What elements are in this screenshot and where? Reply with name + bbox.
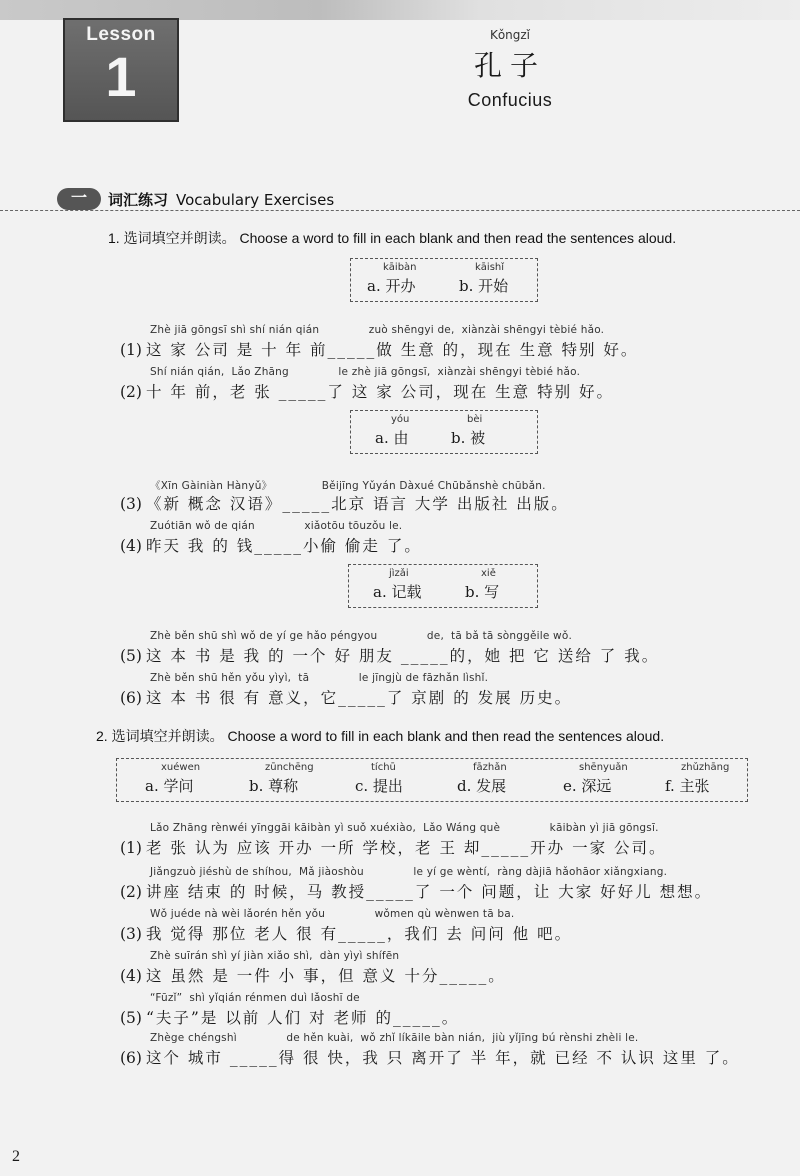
sentence-number: (6) (120, 1049, 142, 1067)
sentence-item (120, 366, 614, 402)
choice-pinyin: shēnyuǎn (579, 762, 628, 773)
sentence-text (120, 922, 572, 944)
lesson-number: 1 (105, 45, 137, 108)
sentence-pinyin: Wǒ juéde nà wèi lǎorén hěn yǒu wǒmen qù wènwen tā ba. (150, 908, 515, 920)
word-choice (249, 762, 314, 796)
sentence-text (120, 686, 572, 708)
sentence-pinyin: Lǎo Zhāng rènwéi yīnggāi kāibàn yì suǒ xuéxiào, Lǎo Wáng què kāibàn yì jiā gōngsī. (150, 822, 659, 834)
section-number-badge: 一 (57, 188, 101, 210)
sentence-number: (4) (120, 967, 142, 985)
exercise-1-instruction-english: Choose a word to fill in each blank and then read the sentences aloud. (239, 230, 677, 246)
sentence-number: (5) (120, 647, 142, 665)
sentence-chinese: 老 张 认为 应该 开办 一所 学校，老 王 却_____开办 一家 公司。 (145, 839, 667, 857)
choice-label: a. 由 (375, 429, 409, 447)
page-number: 2 (12, 1148, 20, 1165)
choice-pinyin: bèi (467, 414, 483, 425)
word-choice (457, 762, 507, 796)
section-title-chinese: 词汇练习 (108, 191, 169, 209)
sentence-text (120, 836, 667, 858)
title-english: Confucius (467, 90, 553, 110)
sentence-pinyin: Zhè suīrán shì yí jiàn xiǎo shì, dàn yìyì shífēn (150, 950, 400, 962)
exercise-2-instruction-chinese: 选词填空并朗读。 (111, 729, 224, 745)
sentence-number: (2) (120, 883, 142, 901)
sentence-text (120, 964, 506, 986)
section-title (108, 189, 340, 210)
sentence-text (120, 644, 659, 666)
sentence-text (120, 880, 712, 902)
sentence-number: (1) (120, 341, 142, 359)
section-header (0, 186, 800, 216)
choice-pinyin: zūnchēng (265, 762, 314, 773)
sentence-text (120, 338, 638, 360)
sentence-chinese: 这 虽然 是 一件 小 事，但 意义 十分_____。 (145, 967, 506, 985)
exercise-1-number: 1. (108, 230, 120, 246)
choice-label: b. 写 (465, 583, 500, 601)
sentence-chinese: 《新 概念 汉语》_____北京 语言 大学 出版社 出版。 (145, 495, 569, 513)
sentence-number: (2) (120, 383, 142, 401)
sentence-item (120, 992, 459, 1028)
sentence-item (120, 866, 712, 902)
choice-label: a. 开办 (367, 277, 416, 295)
sentence-item (120, 478, 569, 514)
sentence-number: (4) (120, 537, 142, 555)
sentence-text (120, 1046, 740, 1068)
sentence-pinyin: Zhè jiā gōngsī shì shí nián qián zuò shēngyi de, xiànzài shēngyi tèbié hǎo. (150, 324, 605, 336)
sentence-pinyin: “Fūzǐ” shì yǐqián rénmen duì lǎoshī de (150, 992, 360, 1004)
exercise-2-number: 2. (96, 728, 108, 744)
title-chinese: 孔子 (473, 49, 546, 82)
sentence-item (120, 672, 572, 708)
lesson-label: Lesson (86, 24, 156, 45)
choice-label: b. 开始 (459, 277, 509, 295)
sentence-chinese: 这 本 书 很 有 意义，它_____了 京剧 的 发展 历史。 (145, 689, 573, 707)
choice-label: f. 主张 (665, 777, 710, 795)
choice-pinyin: zhǔzhāng (681, 762, 730, 773)
choice-pinyin: jìzǎi (389, 568, 409, 579)
lesson-title (400, 28, 620, 111)
word-choice (563, 762, 628, 796)
header-band (0, 0, 800, 20)
sentence-item (120, 950, 506, 986)
choice-label: d. 发展 (457, 777, 507, 795)
sentence-pinyin: Zhè běn shū hěn yǒu yìyì, tā le jīngjù de fāzhǎn lìshǐ. (150, 672, 489, 684)
lesson-badge (63, 18, 179, 122)
sentence-text (120, 492, 569, 514)
sentence-chinese: 这 家 公司 是 十 年 前_____做 生意 的，现在 生意 特别 好。 (145, 341, 639, 359)
sentence-pinyin: 《Xīn Gàiniàn Hànyǔ》 Běijīng Yǔyán Dàxué Chūbǎnshè chūbǎn. (150, 480, 546, 492)
choice-pinyin: yóu (391, 414, 410, 425)
exercise-2-instruction-english: Choose a word to fill in each blank and then read the sentences aloud. (227, 728, 665, 744)
word-choice (665, 762, 729, 796)
sentence-item (120, 630, 659, 666)
sentence-chinese: 昨天 我 的 钱_____小偷 偷走 了。 (145, 537, 422, 555)
sentence-chinese: 我 觉得 那位 老人 很 有_____，我们 去 问问 他 吧。 (145, 925, 573, 943)
word-bank-box (116, 758, 748, 802)
sentence-number: (1) (120, 839, 142, 857)
sentence-pinyin: Zhège chéngshì de hěn kuài, wǒ zhǐ líkāile bàn nián, jiù yǐjīng bú rènshi zhèli le. (150, 1032, 639, 1044)
sentence-chinese: “夫子”是 以前 人们 对 老师 的_____。 (145, 1009, 460, 1027)
choice-pinyin: kāibàn (383, 262, 417, 273)
sentence-number: (3) (120, 925, 142, 943)
word-choice (367, 262, 417, 296)
sentence-pinyin: Zhè běn shū shì wǒ de yí ge hǎo péngyou de, tā bǎ tā sònggěile wǒ. (150, 630, 572, 642)
sentence-item (120, 908, 572, 944)
sentence-text (120, 534, 422, 556)
exercise-2-heading (96, 726, 664, 746)
sentence-text (120, 1006, 459, 1028)
word-choice (375, 414, 409, 448)
word-bank-box (350, 410, 538, 454)
sentence-pinyin: Shí nián qián, Lǎo Zhāng le zhè jiā gōngsī, xiànzài shēngyi tèbié hǎo. (150, 366, 581, 378)
word-choice (465, 568, 499, 602)
sentence-item (120, 822, 667, 858)
choice-label: a. 记载 (373, 583, 422, 601)
sentence-pinyin: Jiǎngzuò jiéshù de shíhou, Mǎ jiàoshòu le yí ge wèntí, ràng dàjiā hǎohāor xiǎngxiang. (150, 866, 668, 878)
choice-label: b. 尊称 (249, 777, 299, 795)
sentence-chinese: 十 年 前，老 张 _____了 这 家 公司，现在 生意 特别 好。 (145, 383, 614, 401)
choice-pinyin: tíchū (371, 762, 396, 773)
word-choice (355, 762, 403, 796)
sentence-item (120, 324, 638, 360)
sentence-text (120, 380, 614, 402)
exercise-1-instruction-chinese: 选词填空并朗读。 (123, 231, 236, 247)
sentence-number: (6) (120, 689, 142, 707)
sentence-number: (5) (120, 1009, 142, 1027)
sentence-item (120, 520, 422, 556)
choice-label: e. 深远 (563, 777, 612, 795)
choice-pinyin: kāishǐ (475, 262, 505, 273)
sentence-item (120, 1032, 740, 1068)
word-choice (459, 262, 508, 296)
exercise-1-heading (108, 228, 676, 248)
word-bank-box (350, 258, 538, 302)
word-choice (373, 568, 421, 602)
sentence-chinese: 这个 城市 _____得 很 快，我 只 离开了 半 年，就 已经 不 认识 这里 了。 (145, 1049, 740, 1067)
choice-label: a. 学问 (145, 777, 194, 795)
sentence-chinese: 讲座 结束 的 时候，马 教授_____了 一个 问题，让 大家 好好儿 想想。 (145, 883, 713, 901)
choice-pinyin: xuéwen (161, 762, 201, 773)
choice-pinyin: xiě (481, 568, 496, 579)
sentence-pinyin: Zuótiān wǒ de qián xiǎotōu tōuzǒu le. (150, 520, 403, 532)
section-title-english: Vocabulary Exercises (176, 191, 335, 209)
title-pinyin: Kǒngzǐ (489, 28, 531, 42)
word-bank-box (348, 564, 538, 608)
sentence-number: (3) (120, 495, 142, 513)
choice-pinyin: fāzhǎn (473, 762, 507, 773)
word-choice (145, 762, 200, 796)
sentence-chinese: 这 本 书 是 我 的 一个 好 朋友 _____的，她 把 它 送给 了 我。 (145, 647, 660, 665)
section-divider (0, 210, 800, 211)
word-choice (451, 414, 485, 448)
choice-label: c. 提出 (355, 777, 403, 795)
choice-label: b. 被 (451, 429, 486, 447)
